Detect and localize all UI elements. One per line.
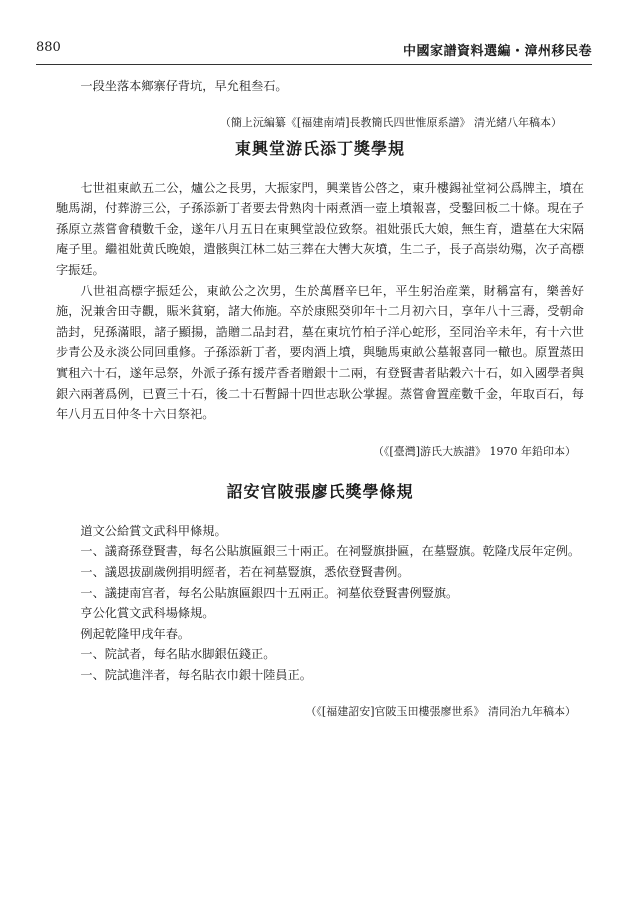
section-title-2: 詔安官陂張廖氏獎學條規 (226, 481, 414, 501)
source-citation-1: （簡上沅編纂《[福建南靖]長教簡氏四世惟原系譜》 清光緒八年稿本） (219, 115, 562, 129)
book-title: 中國家譜資料選編・漳州移民卷 (402, 44, 592, 59)
section-1-paragraph-1: 七世祖東畝五二公，爐公之長男，大振家門，興業皆公啓之，東升樓錫祉堂祠公爲牌主，墳在馳馬湖，付葬游三公，子孫添新丁者要去骨熟肉十兩煮酒一壺上墳報喜，受鑿回板二十條。現在子孫原立蒸嘗會積數千金，遂年八月五日在東興堂設位致祭。祖妣張氏大娘，無生育，遣墓在大宋隔庵子里。繼祖妣黄氏晚娘，遣骸與江林二姑三葬在大轡大灰墳，生二子，長子高崇幼殤，次子高標字振廷。 (56, 180, 584, 277)
rule-line: 例起乾隆甲戌年春。 (80, 626, 191, 641)
rule-line: 一、議恩拔副歲例捐明經者，若在祠墓豎旗，悉依登賢書例。 (80, 564, 410, 579)
page-header (36, 40, 592, 62)
rule-line: 一、議捷南宫者，每名公貼旗匾銀四十五兩正。祠墓依登賢書例豎旗。 (80, 585, 459, 600)
intro-line: 一段坐落本鄉寨仔背坑，早允租叁石。 (80, 79, 288, 93)
rule-line: 道文公給賞文武科甲條規。 (80, 523, 227, 538)
header-rule (36, 64, 592, 65)
source-citation-3: （《[福建詔安]官陂玉田樓張廖世系》 清同治九年稿本） (305, 705, 576, 719)
page-number: 880 (36, 40, 61, 55)
rule-line: 一、院試者，每名貼水脚銀伍錢正。 (80, 647, 276, 662)
section-1-paragraph-2: 八世祖高標字振廷公，東畝公之次男，生於萬曆辛巳年，平生躬治産業，財稱富有，樂善好施，況兼舍田寺觀，賑米貧窮，諸大佈施。卒於康熙癸卯年十二月初六日，享年八十三壽，受朝命誥封，兒孫滿眼，諸子顯揚，誥贈二品封君，墓在東坑竹柏子洋心蛇形，至同治辛未年，有十六世步青公及永淡公同回重修。子孫添新丁者，要肉酒上墳，與馳馬東畝公墓報喜同一轍也。原置蒸田實租六十石，遂年忌祭，外派子孫有援芹香者贈銀十二兩，有登賢書者貼穀六十石，如入國學者與銀六兩著爲例，已賣三十石，後二十石暫歸十四世志耿公掌握。蒸嘗會置産數千金，年取百石，每年八月五日仲冬十六日祭祀。 (56, 283, 584, 422)
section-title-1: 東興堂游氏添丁獎學規 (234, 138, 405, 158)
source-citation-2: （《[臺灣]游氏大族譜》 1970 年鉛印本） (372, 444, 576, 458)
rule-line: 一、院試進泮者，每名貼衣巾銀十陸員正。 (80, 667, 312, 682)
page-body (56, 76, 584, 721)
rule-line: 亨公化賞文武科場條規。 (80, 606, 215, 621)
rule-line: 一、議裔孫登賢書，每名公貼旗匾銀三十兩正。在祠豎旗掛匾，在墓豎旗。乾隆戊辰年定例。 (80, 544, 581, 559)
